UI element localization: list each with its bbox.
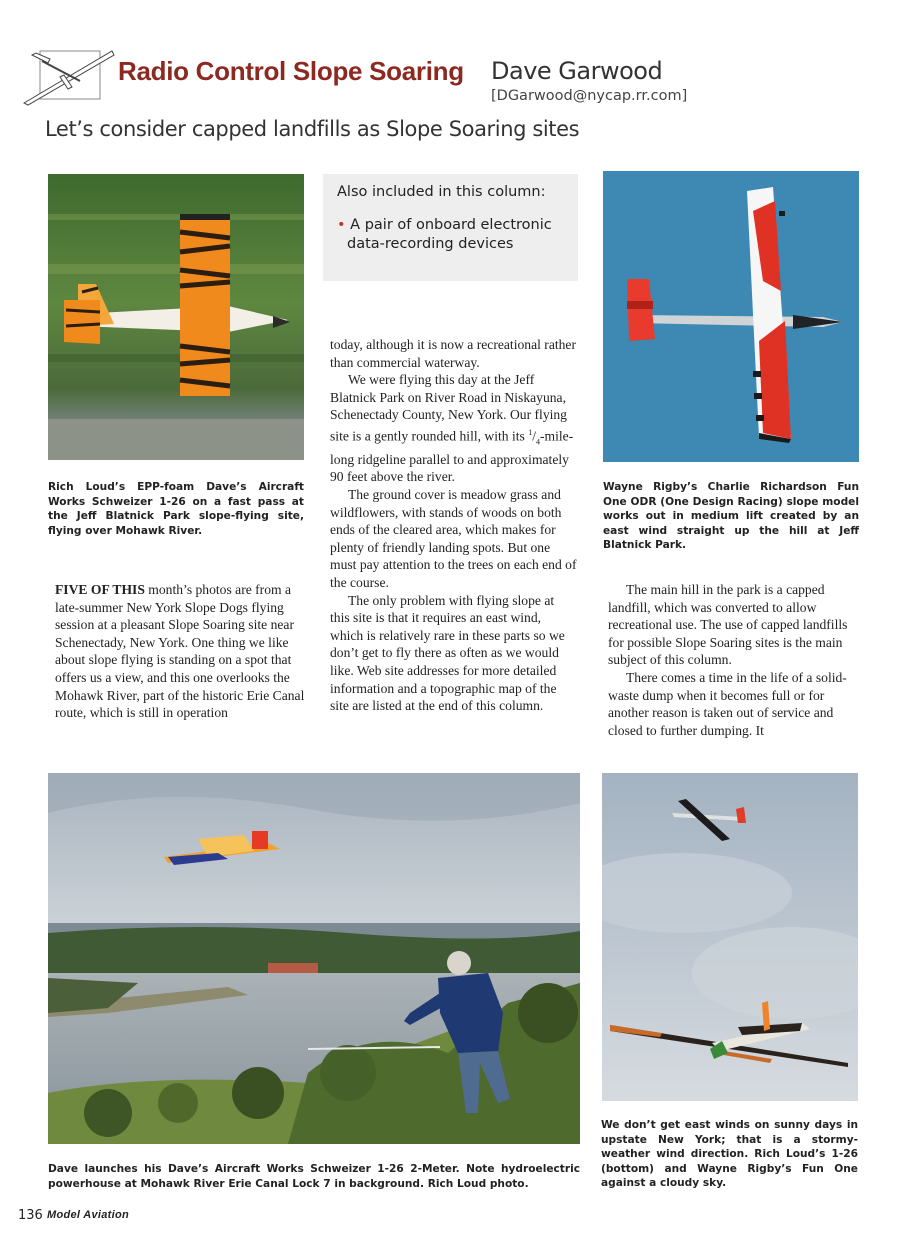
photo-fun-one-sky [603,171,859,462]
body-paragraph: There comes a time in the life of a solid-waste dump when it becomes full or for another reason is taken out of service and closed to further dumping. It [608,669,847,738]
caption-photo-2: Wayne Rigby’s Charlie Richardson Fun One ODR (One Design Racing) slope model works out in medium lift created by an east wind straight up the hill at Jeff Blatnick Park. [603,481,859,551]
caption-photo-3: Dave launches his Dave’s Aircraft Works Schweizer 1-26 2-Meter. Note hydroelectric powerhouse at Mohawk River Erie Canal Lock 7 in background. Rich Loud photo. [48,1163,580,1190]
author-email: [DGarwood@nycap.rr.com] [491,88,688,104]
magazine-name: Model Aviation [47,1209,130,1221]
photo-schweizer-fast-pass [48,174,304,460]
fraction-denominator: 4 [536,437,541,447]
body-paragraph: The only problem with flying slope at this site is that it requires an east wind, which is relatively rare in these parts so we don’t get to fly there as often as we would like. Web site addresses for more detailed information and a topographic map of the site are listed at the end of this column. [330,592,565,714]
sidebar-item-text: A pair of onboard electronic data-recording devices [347,217,552,252]
page-number: 136 [18,1208,43,1223]
body-column-1 [55,581,305,722]
article-headline: Let’s consider capped landfills as Slope Soaring sites [45,117,580,141]
author-name: Dave Garwood [491,57,663,85]
body-column-2 [330,336,577,715]
section-title: Radio Control Slope Soaring [118,56,464,86]
body-paragraph [55,581,305,722]
photo-two-gliders-cloudy [602,773,858,1101]
body-text: month’s photos are from a late-summer New York Slope Dogs flying session at a pleasant Slope Soaring site near Schenectady, New York. One thing we like about slope flying is standing on a spot that offers us a view, and this one overlooks the Mohawk River, part of the historic Erie Canal route, which is still in operation [55,582,305,721]
glider-logo-icon [20,47,116,107]
body-text: -mile-long ridgeline parallel to and approximately 90 feet above the river. [330,428,574,485]
caption-photo-4: We don’t get east winds on sunny days in upstate New York; that is a stormy-weather wind direction. Rich Loud’s 1-26 (bottom) and Wayne Rigby’s Fun One against a cloudy sky. [601,1119,858,1189]
body-paragraph [330,371,577,486]
sidebar-also-included [323,174,578,281]
photo-dave-launch [48,773,580,1144]
body-column-3 [608,581,860,739]
fraction-numerator: 1 [528,427,533,437]
body-paragraph: The ground cover is meadow grass and wildflowers, with stands of woods on both ends of the cleared area, which makes for plenty of friendly landing spots. But one must pay attention to the trees on each end of the course. [330,487,577,590]
body-text: We were flying this day at the Jeff Blatnick Park on River Road in Niskayuna, Schenectady County, New York. Our flying site is a gently rounded hill, with its [330,372,567,444]
bullet-icon: • [337,217,346,233]
caption-photo-1: Rich Loud’s EPP-foam Dave’s Aircraft Works Schweizer 1-26 on a fast pass at the Jeff Blatnick Park slope-flying site, flying over Mohawk River. [48,481,304,537]
lead-in: FIVE OF THIS [55,582,145,597]
body-paragraph: The main hill in the park is a capped landfill, which was converted to allow recreational use. The use of capped landfills for possible Slope Soaring sites is the main subject of this column. [608,582,848,668]
body-paragraph: today, although it is now a recreational rather than commercial waterway. [330,337,576,370]
sidebar-heading: Also included in this column: [337,184,546,200]
sidebar-item [337,216,564,254]
fraction-slash: / [532,428,537,444]
